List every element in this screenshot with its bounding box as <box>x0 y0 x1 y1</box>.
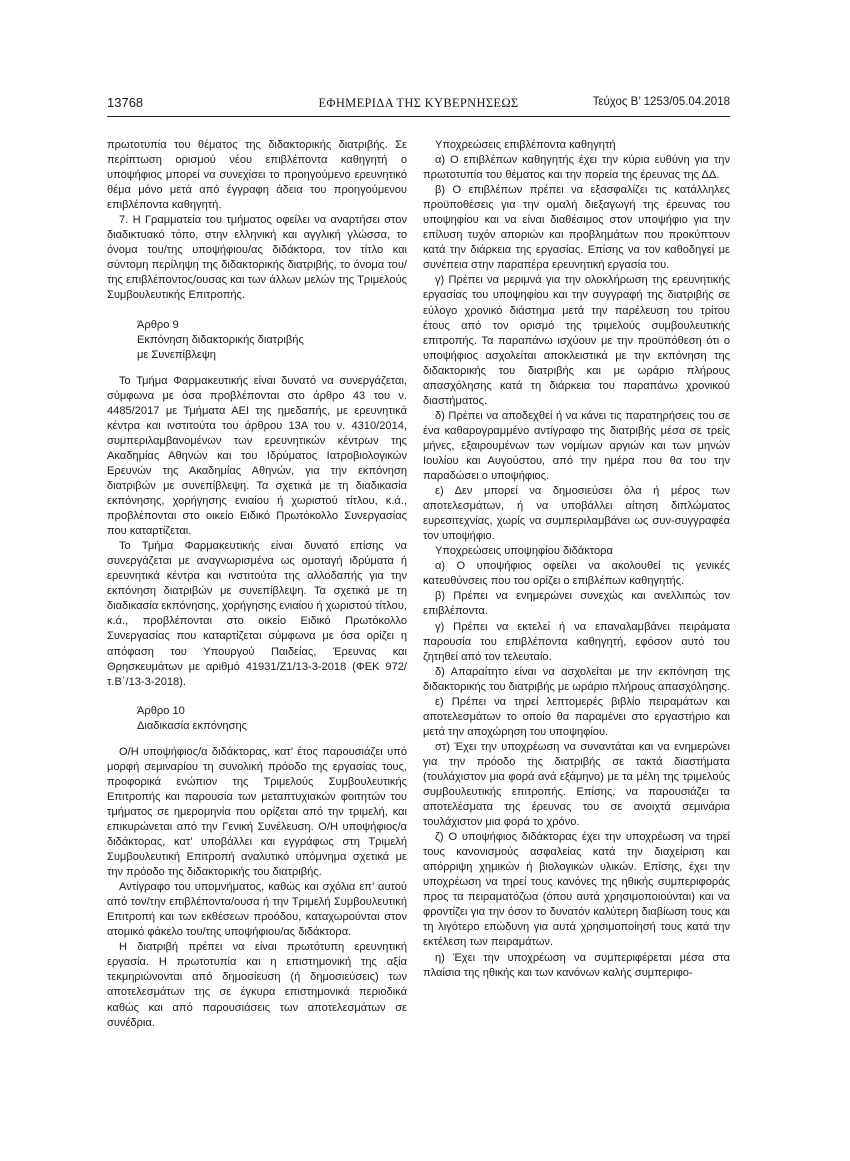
list-item: β) Ο επιβλέπων πρέπει να εξασφαλίζει τις κατάλληλες προϋποθέσεις για την ομαλή διεξαγωγή της έρευνας του υποψηφίου και να είναι διαθέσιμος στον υποψήφιο για την επίλυση τυχόν αποριών και προβλημάτων που προκύπτουν κατά την διάρκεια της εργασίας. Επίσης να τον καθοδηγεί με συνέπεια στην παραπέρα ερευνητική εργασία του. <box>423 184 730 272</box>
list-item: δ) Απαραίτητο είναι να ασχολείται με την εκπόνηση της διδακτορικής του διατριβής με ωράριο πλήρους απασχόλησης. <box>423 665 730 693</box>
article-9-title-cont: με Συνεπίβλεψη <box>137 348 216 361</box>
left-column <box>107 138 407 1031</box>
journal-title: ΕΦΗΜΕΡΙΔΑ ΤΗΣ ΚΥΒΕΡΝΗΣΕΩΣ <box>318 96 519 110</box>
page-header <box>107 95 730 115</box>
paragraph: Η διατριβή πρέπει να είναι πρωτότυπη ερευνητική εργασία. Η πρωτοτυπία και η επιστημονική της αξία τεκμηριώνονται από δημοσίευση (ή δημοσιεύσεις) των αποτελεσμάτων της σε έγκυρα επιστημονικά περιοδικά καθώς και από παρουσιάσεις των αποτελεσμάτων σε συνέδρια. <box>107 941 407 1029</box>
header-rule <box>107 116 730 117</box>
list-item: ζ) Ο υποψήφιος διδάκτορας έχει την υποχρέωση να τηρεί τους κανονισμούς ασφαλείας κατά την διαχείριση και απόρριψη χημικών ή βιολογικών υλικών. Επίσης, έχει την υποχρέωση να τηρεί τους κανόνες της ηθικής συμπεριφοράς προς τα πειραματόζωα (όπου αυτά χρησιμοποιούνται) και να φροντίζει για την όσον το δυνατόν καλύτερη διαβίωση τους και τη λιγότερο επώδυνη για αυτά χρησιμοποίησή τους κατά την εκτέλεση των πειραμάτων. <box>423 831 730 949</box>
list-item: α) Ο επιβλέπων καθηγητής έχει την κύρια ευθύνη για την πρωτοτυπία του θέματος και την πορεία της έρευνας της ΔΔ. <box>423 154 730 182</box>
list-item: γ) Πρέπει να μεριμνά για την ολοκλήρωση της ερευνητικής εργασίας του υποψηφίου και την συγγραφή της διατριβής σε εύλογο χρονικό διάστημα μετά την παρέλευση του τρίτου έτους από τον ορισμό της τριμελούς συμβουλευτικής επιτροπής. Τα παραπάνω ισχύουν με την προϋπόθεση ότι ο υποψήφιος ασχολείται αποκλειστικά με την εκπόνηση της διδακτορικής του διατριβής και με ωράριο πλήρους απασχόλησης κατά τη διάρκεια του παραπάνω χρονικού διαστήματος. <box>423 274 730 407</box>
paragraph: Το Τμήμα Φαρμακευτικής είναι δυνατό να συνεργάζεται, σύμφωνα με όσα προβλέπονται στο άρθρο 43 του ν. 4485/2017 με Τμήματα ΑΕΙ της ημεδαπής, με ερευνητικά κέντρα και ινστιτούτα του άρθρου 13Α του ν. 4310/2014, συμπεριλαμβανομένων των ερευνητικών κέντρων της Ακαδημίας Αθηνών και του Ιδρύματος Ιατροβιολογικών Ερευνών της Ακαδημίας Αθηνών, για την εκπόνηση διατριβών με συνεπίβλεψη. Τα σχετικά με τη διαδικασία εκπόνησης, χορήγησης ενιαίου ή χωριστού τίτλου, κ.ά., προβλέπονται στο οικείο Ειδικό Πρωτόκολλο Συνεργασίας που καταρτίζεται. <box>107 374 407 538</box>
article-9-number: Άρθρο 9 <box>137 318 179 331</box>
paragraph: 7. Η Γραμματεία του τμήματος οφείλει να αναρτήσει στον διαδικτυακό τόπο, στην ελληνική και αγγλική γλώσσα, το όνομα του/της υποψήφιου/ας διδάκτορα, τον τίτλο και σύντομη περίληψη της διδακτορικής διατριβής, το όνομα του/της επιβλέποντος/ουσας και των άλλων μελών της Τριμελούς Συμβουλευτικής Επιτροπής. <box>107 214 407 302</box>
list-item: ε) Πρέπει να τηρεί λεπτομερές βιβλίο πειραμάτων και αποτελεσμάτων το οποίο θα παραμένει στο εργαστήριο και μετά την αποχώρηση του υποψηφίου. <box>423 695 730 738</box>
list-item: α) Ο υποψήφιος οφείλει να ακολουθεί τις γενικές κατευθύνσεις που του ορίζει ο επιβλέπων καθηγητής. <box>423 560 730 588</box>
section-heading: Υποχρεώσεις επιβλέποντα καθηγητή <box>435 139 616 151</box>
list-item: δ) Πρέπει να αποδεχθεί ή να κάνει τις παρατηρήσεις του σε ένα καθαρογραμμένο αντίγραφο της διατριβής μέσα σε τρείς μήνες, εξαιρουμένων των νομίμων αργιών και των μηνών Ιουλίου και Αυγούστου, από την ημέρα που θα του την παραδώσει ο υποψήφιος. <box>423 409 730 483</box>
list-item: στ) Έχει την υποχρέωση να συναντάται και να ενημερώνει για την πρόοδο της διατριβής σε τακτά διαστήματα (τουλάχιστον μια φορά ανά εξάμηνο) με τα μέλη της τριμελούς συμβουλευτικής επιτροπής. Επίσης, να παρουσιάζει τα αποτελέσματα της έρευνας του σε ανοιχτά σεμινάρια τουλάχιστον μια φορά το χρόνο. <box>423 740 730 829</box>
article-9-title: Εκπόνηση διδακτορικής διατριβής <box>137 333 304 346</box>
page-number: 13768 <box>107 95 144 110</box>
list-item: η) Έχει την υποχρέωση να συμπεριφέρεται μέσα στα πλαίσια της ηθικής και των κανόνων καλής συμπεριφο- <box>423 951 730 979</box>
list-item: ε) Δεν μπορεί να δημοσιεύσει όλα ή μέρος των αποτελεσμάτων, ή να υποβάλλει αίτηση διπλώματος ευρεσιτεχνίας, χωρίς να συμπεριλαμβάνει ως συν-συγγραφέα τον υποψήφιο. <box>423 485 730 543</box>
article-10-number: Άρθρο 10 <box>137 704 185 717</box>
paragraph: Ο/Η υποψήφιος/α διδάκτορας, κατ’ έτος παρουσιάζει υπό μορφή σεμιναρίου τη συνολική πρόοδο της εργασίας τους, προφορικά ενώπιον της Τριμελούς Συμβουλευτικής Επιτροπής και παρουσία των μεταπτυχιακών φοιτητών του τμήματος σε ημερομηνία που ορίζεται από την τριμελή, και επικυρώνεται από την Γενική Συνέλευση. Ο/Η υποψήφιος/α διδάκτορας, κατ’ υποβάλλει και εγγράφως στη Τριμελή Συμβουλευτική Επιτροπή αναλυτικό υπόμνημα σχετικά με την πρόοδο της διδακτορικής του διατριβής. <box>107 745 407 879</box>
right-column <box>423 138 730 981</box>
article-10-title: Διαδικασία εκπόνησης <box>137 719 247 732</box>
paragraph: πρωτοτυπία του θέματος της διδακτορικής διατριβής. Σε περίπτωση ορισμού νέου επιβλέποντα καθηγητή ο υποψήφιος μπορεί να συνεχίσει το προηγούμενο ερευνητικό θέμα μόνο μετά από έγγραφη άδεια του προηγούμενου επιβλέποντα καθηγητή. <box>107 139 407 212</box>
list-item: β) Πρέπει να ενημερώνει συνεχώς και ανελλιπώς τον επιβλέποντα. <box>423 590 730 618</box>
section-heading: Υποχρεώσεις υποψηφίου διδάκτορα <box>435 545 613 558</box>
list-item: γ) Πρέπει να εκτελεί ή να επαναλαμβάνει πειράματα παρουσία του επιβλέποντα καθηγητή, εφόσον αυτό του ζητηθεί από τον τελευταίο. <box>423 620 730 663</box>
paragraph: Το Τμήμα Φαρμακευτικής είναι δυνατό επίσης να συνεργάζεται με αναγνωρισμένα ως ομοταγή ιδρύματα ή ερευνητικά κέντρα και ινστιτούτα της αλλοδαπής για την εκπόνηση διατριβών με συνεπίβλεψη. Τα σχετικά με τη διαδικασία εκπόνησης, χορήγησης ενιαίου ή χωριστού τίτλου, κ.ά., προβλέπονται στο οικείο Ειδικό Πρωτόκολλο Συνεργασίας που καταρτίζεται σύμφωνα με όσα ορίζει η απόφαση του Υπουργού Παιδείας, Έρευνας και Θρησκευμάτων με αριθμό 41931/Ζ1/13-3-2018 (ΦΕΚ 972/τ.Β΄/13-3-2018). <box>107 540 407 688</box>
paragraph: Αντίγραφο του υπομνήματος, καθώς και σχόλια επ’ αυτού από τον/την επιβλέποντα/ουσα ή την Τριμελή Συμβουλευτική Επιτροπή και των εκθέσεων προόδου, καταχωρούνται στον ατομικό φάκελο του/της υποψήφιου/ας διδάκτορα. <box>107 881 407 939</box>
issue-info: Τεύχος Β’ 1253/05.04.2018 <box>592 96 730 108</box>
